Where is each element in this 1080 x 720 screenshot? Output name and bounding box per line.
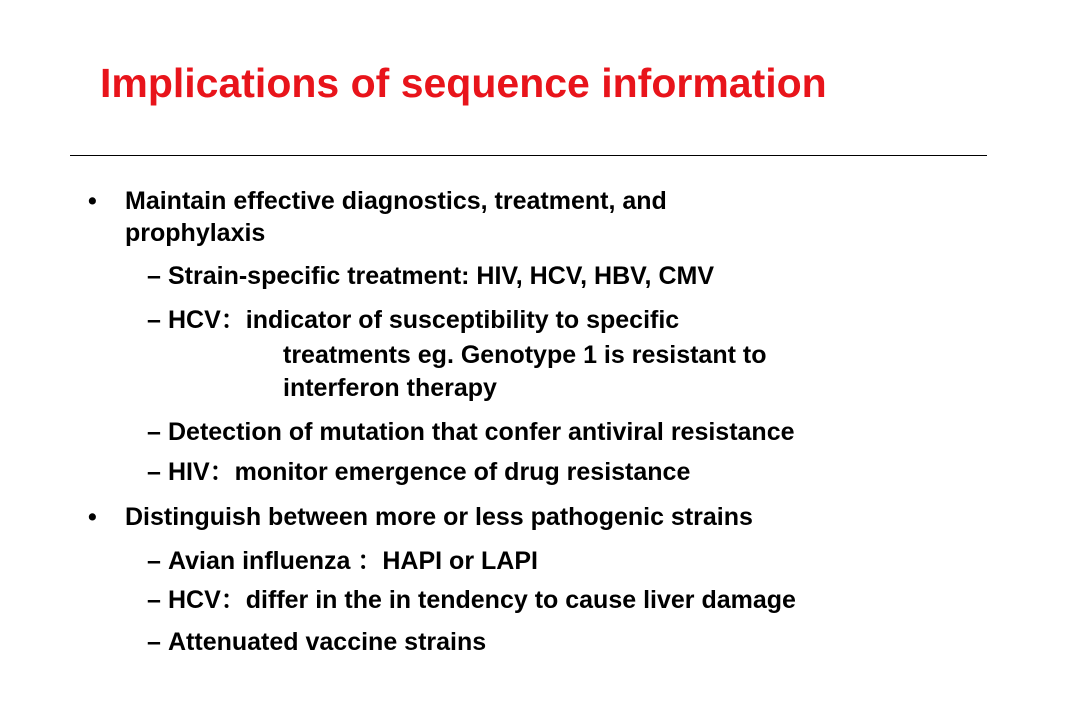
subitem-1-2-line-3: interferon therapy	[283, 374, 497, 402]
dash-marker: –	[147, 458, 161, 486]
dash-marker: –	[147, 306, 161, 334]
bullet-1-line-1: Maintain effective diagnostics, treatment, and	[125, 187, 667, 215]
dash-marker: –	[147, 418, 161, 446]
subitem-1-2-line-1: HCV：indicator of susceptibility to specific	[168, 306, 680, 334]
subitem-1-1-line-1: Strain-specific treatment: HIV, HCV, HBV, CMV	[168, 262, 714, 290]
dash-marker: –	[147, 547, 161, 575]
bullet-1-line-2: prophylaxis	[125, 219, 266, 247]
dash-marker: –	[147, 586, 161, 614]
bullet-marker: •	[88, 187, 97, 215]
slide-title: Implications of sequence information	[100, 60, 827, 106]
bullet-2-line-1: Distinguish between more or less pathogenic strains	[125, 503, 753, 531]
subitem-1-4-line-1: HIV：monitor emergence of drug resistance	[168, 458, 691, 486]
dash-marker: –	[147, 262, 161, 290]
subitem-2-1-line-1: Avian influenza ：HAPI or LAPI	[168, 547, 538, 575]
subitem-2-3-line-1: Attenuated vaccine strains	[168, 628, 487, 656]
subitem-2-2-line-1: HCV：differ in the in tendency to cause liver damage	[168, 586, 796, 614]
subitem-1-2-line-2: treatments eg. Genotype 1 is resistant to	[283, 341, 767, 369]
subitem-1-3-line-1: Detection of mutation that confer antiviral resistance	[168, 418, 795, 446]
bullet-marker: •	[88, 503, 97, 531]
dash-marker: –	[147, 628, 161, 656]
